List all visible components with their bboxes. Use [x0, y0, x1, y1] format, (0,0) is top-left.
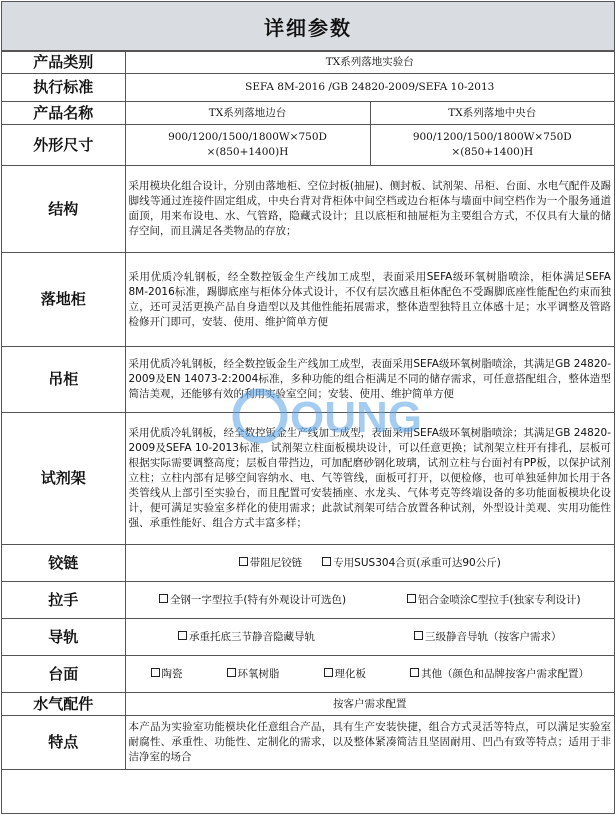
row-category	[2, 52, 614, 74]
label-fittings: 水气配件	[2, 693, 125, 716]
row-name	[2, 102, 614, 125]
label-wall-cabinet: 吊柜	[2, 347, 125, 413]
label-category: 产品类别	[2, 52, 125, 74]
row-fittings	[2, 693, 614, 716]
row-features	[2, 716, 614, 770]
row-floor-cabinet	[2, 253, 614, 347]
label-rail: 导轨	[2, 619, 125, 656]
row-wall-cabinet	[2, 347, 614, 413]
option-rail-three-stage[interactable]: 三级静音导轨（按客户需求）	[414, 630, 562, 645]
value-size-left: 900/1200/1500/1800W×750D ×(850+1400)H	[125, 125, 370, 166]
option-countertop-other[interactable]: 其他（颜色和品牌按客户需求配置）	[410, 667, 589, 682]
label-handle: 拉手	[2, 582, 125, 619]
option-handle-steel[interactable]: 全钢一字型拉手(特有外观设计可选色)	[159, 593, 346, 608]
label-hinge: 铰链	[2, 545, 125, 582]
checkbox-icon[interactable]	[159, 594, 168, 603]
label-structure: 结构	[2, 166, 125, 253]
checkbox-icon[interactable]	[151, 668, 160, 677]
checkbox-icon[interactable]	[407, 594, 416, 603]
options-rail	[125, 619, 614, 656]
label-reagent-shelf: 试剂架	[2, 413, 125, 545]
value-category: TX系列落地实验台	[125, 52, 614, 74]
row-size	[2, 125, 614, 166]
option-countertop-phenolic[interactable]: 理化板	[324, 667, 367, 682]
row-countertop	[2, 656, 614, 693]
value-name-right: TX系列落地中央台	[370, 102, 614, 125]
value-fittings: 按客户需求配置	[125, 693, 614, 716]
checkbox-icon[interactable]	[410, 668, 419, 677]
checkbox-icon[interactable]	[324, 668, 333, 677]
checkbox-icon[interactable]	[414, 631, 423, 640]
label-size: 外形尺寸	[2, 125, 125, 166]
label-features: 特点	[2, 716, 125, 770]
options-countertop	[125, 656, 614, 693]
row-handle	[2, 582, 614, 619]
checkbox-icon[interactable]	[227, 668, 236, 677]
row-standard	[2, 74, 614, 102]
value-reagent-shelf: 采用优质冷轧钢板，经全数控钣金生产线加工成型，表面采用SEFA级环氧树脂喷涂；其满足GB 24820-2009及SEFA 10-2013标准，试剂架立柱面板模块设计，可以任意更换；试剂架立柱开有排孔，层板可根据实际需要调整高度；层板自带挡边，可加配磨砂钢化玻璃，试剂立柱与台面衬有PP板，以保护试剂立柱；立柱内部有足够空间容纳水、电、气等管线，面板可打开，以便检修，也可单独延伸加长用于各类管线从上部引至实验台，而且配置可安装插座、水龙头、气体考克等终端设备的多功能面板模块化设计，便可满足实验室多样化的使用需求；此款试剂架可结合放置各种试剂，外型设计美观、实用功能性强、承重性能好、组合方式丰富多样；	[125, 413, 614, 545]
value-wall-cabinet: 采用优质冷轧钢板，经全数控钣金生产线加工成型，表面采用SEFA级环氧树脂喷涂，其满足GB 24820-2009及EN 14073-2:2004标准，多种功能的组合柜满足不同的储存需求，可任意搭配组合，整体造型简洁美观，还能够有效的利用实验室空间；安装、使用、维护简单方便	[125, 347, 614, 413]
value-floor-cabinet: 采用优质冷轧钢板，经全数控钣金生产线加工成型，表面采用SEFA级环氧树脂喷涂，柜体满足SEFA 8M-2016标准，踢脚底座与柜体分体式设计，不仅有层次感且柜体配色不受踢脚底座性能配色约束而独立，还可灵活更换产品自身造型以及其他性能拓展需求，整体造型独特且立体感十足；水平调整及管路检修开门即可，安装、使用、维护简单方便	[125, 253, 614, 347]
option-hinge-damper[interactable]: 带阻尼铰链	[239, 556, 303, 571]
sheet-title: 详细参数	[2, 2, 614, 51]
row-reagent-shelf	[2, 413, 614, 545]
label-floor-cabinet: 落地柜	[2, 253, 125, 347]
spec-table	[2, 51, 614, 770]
spec-sheet	[1, 1, 615, 814]
options-hinge	[125, 545, 614, 582]
row-rail	[2, 619, 614, 656]
checkbox-icon[interactable]	[239, 557, 248, 566]
options-handle	[125, 582, 614, 619]
row-structure	[2, 166, 614, 253]
label-countertop: 台面	[2, 656, 125, 693]
label-name: 产品名称	[2, 102, 125, 125]
option-rail-hidden[interactable]: 承重托底三节静音隐藏导轨	[178, 630, 315, 645]
option-countertop-ceramic[interactable]: 陶瓷	[151, 667, 183, 682]
value-structure: 采用模块化组合设计，分别由落地柜、空位封板(抽屉)、侧封板、试剂架、吊柜、台面、水电气配件及踢脚线等通过连接件固定组成，中央台背对背柜体中间空档或边台柜体与墙面中间空档作为一个服务通道面顶，用来布设电、水、气管路，隐藏式设计；且以底柜和抽屉柜为主要组合方式，不仅具有大量的储存空间，而且满足各类物品的存放；	[125, 166, 614, 253]
value-standard: SEFA 8M-2016 /GB 24820-2009/SEFA 10-2013	[125, 74, 614, 102]
row-hinge	[2, 545, 614, 582]
checkbox-icon[interactable]	[178, 631, 187, 640]
value-size-right: 900/1200/1500/1800W×750D ×(850+1400)H	[370, 125, 614, 166]
option-handle-aluminum[interactable]: 铝合金喷涂C型拉手(独家专利设计)	[407, 593, 581, 608]
value-name-left: TX系列落地边台	[125, 102, 370, 125]
label-standard: 执行标准	[2, 74, 125, 102]
option-countertop-epoxy[interactable]: 环氧树脂	[227, 667, 280, 682]
option-hinge-sus304[interactable]: 专用SUS304合页(承重可达90公斤)	[322, 556, 501, 571]
value-features: 本产品为实验室功能模块化任意组合产品，具有生产安装快捷，组合方式灵活等特点，可以满足实验室耐腐性、承重性、功能性、定制化的需求，以及整体紧凑简洁且坚固耐用、凹凸有致等特点；适用于非洁净室的场合	[125, 716, 614, 770]
checkbox-icon[interactable]	[322, 557, 331, 566]
watermark-text: OUNG	[290, 393, 422, 442]
